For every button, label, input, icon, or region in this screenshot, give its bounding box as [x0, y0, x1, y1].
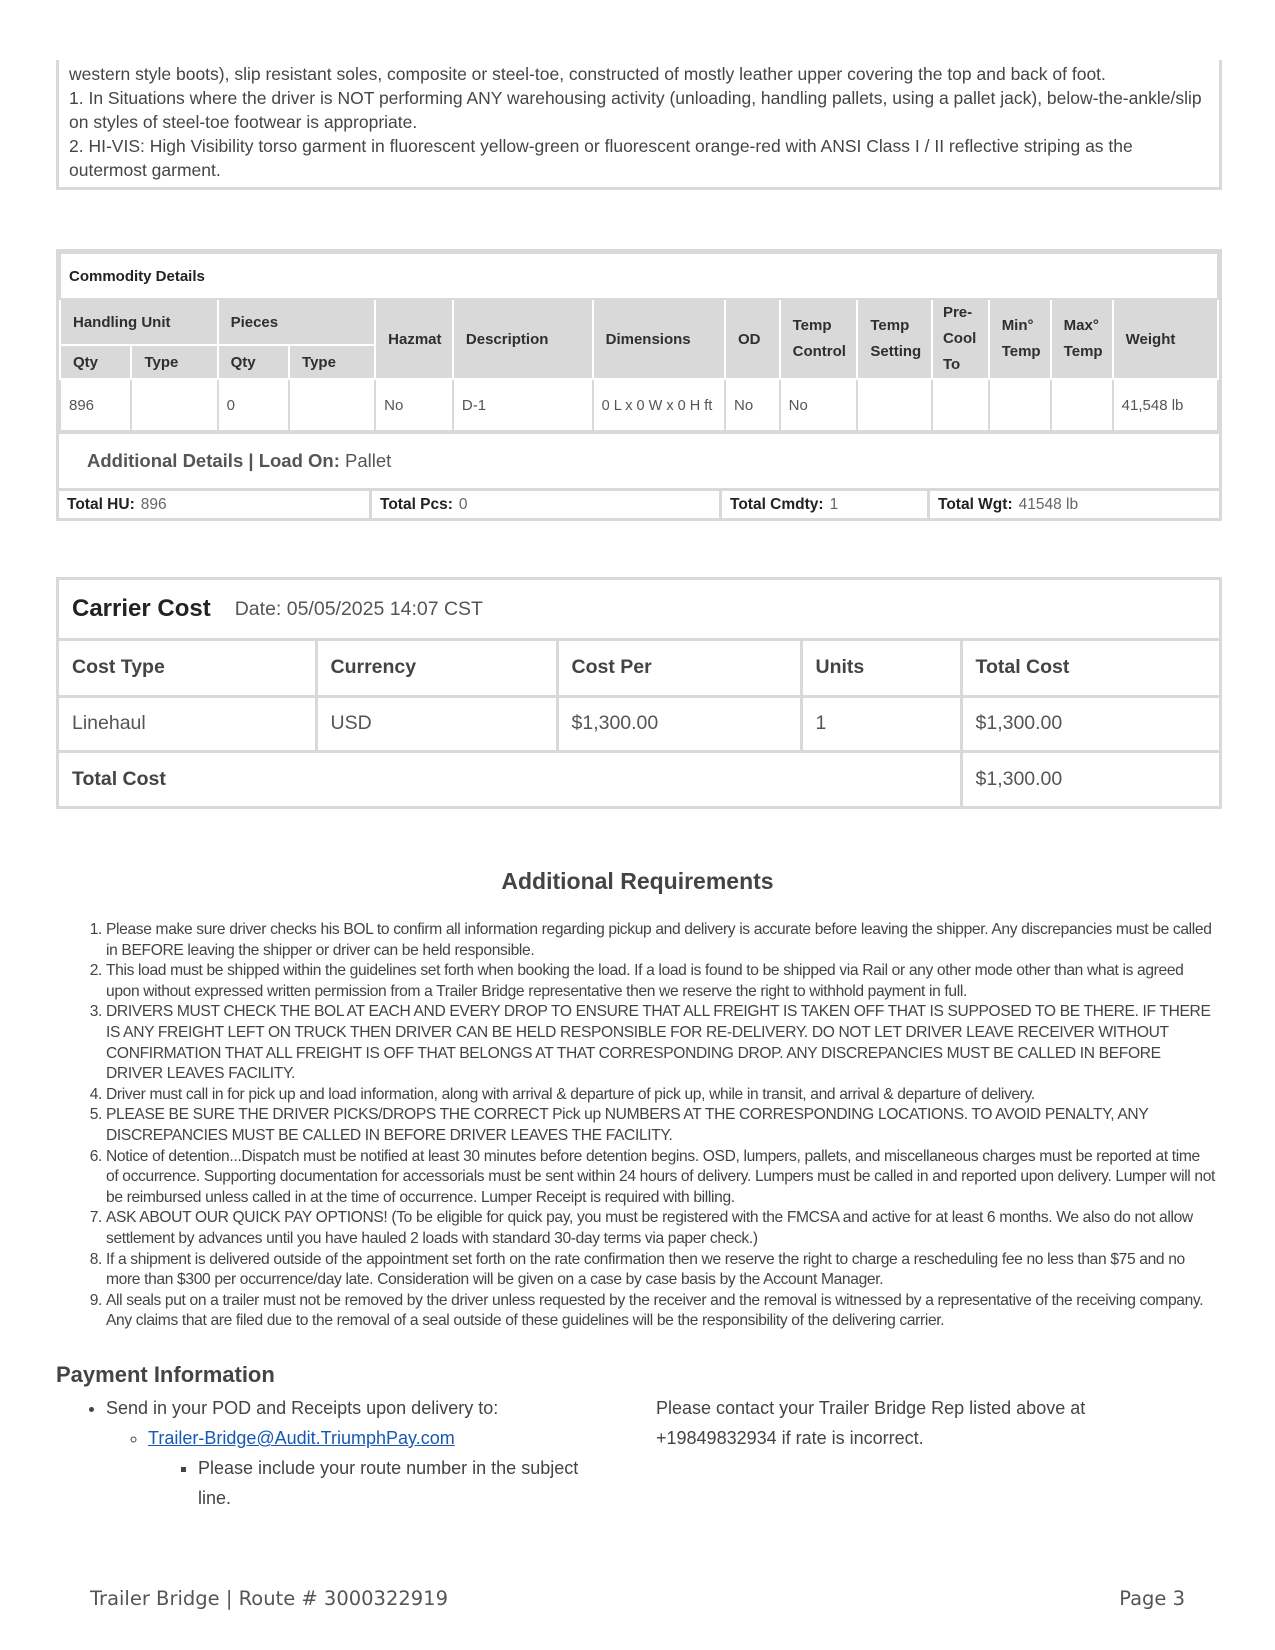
list-item: 9. All seals put on a trailer must not be removed by the driver unless requested by the receiver and the removal is witnessed by a representative of the receiving company. Any claims that are filed due to the removal of a seal outside of these guidelines will be the responsibility of the delivering carrier. [106, 1291, 1216, 1332]
send-pod-text: Send in your POD and Receipts upon delivery to: [106, 1398, 499, 1418]
total-wgt-value: 41548 lb [1018, 496, 1079, 513]
list-item: 5. PLEASE BE SURE THE DRIVER PICKS/DROPS THE CORRECT Pick up NUMBERS AT THE CORRESPONDING LOCATIONS. TO AVOID PENALTY, ANY DISCREPANCIES MUST BE CALLED IN BEFORE DRIVER LEAVES THE FACILITY. [106, 1105, 1216, 1146]
cell-max-temp [1051, 379, 1113, 431]
cell-temp-setting [857, 379, 932, 431]
total-cost-value: $1,300.00 [961, 751, 1219, 806]
cell-temp-control: No [780, 379, 858, 431]
safety-line-1: 1. In Situations where the driver is NOT performing ANY warehousing activity (unloading, handling pallets, using a pallet jack), below-the-ankle/slip on styles of steel-toe footwear is appropriate. [69, 88, 1202, 132]
cell-od: No [725, 379, 780, 431]
total-cost-label: Total Cost [59, 751, 961, 806]
commodity-details-section [56, 249, 1222, 521]
cell-cost-per: $1,300.00 [557, 696, 801, 751]
footer-route: Trailer Bridge | Route # 3000322919 [90, 1587, 448, 1610]
cell-weight: 41,548 lb [1113, 379, 1218, 431]
table-row [59, 696, 1219, 751]
commodity-totals [59, 488, 1219, 518]
cell-currency: USD [316, 696, 557, 751]
table-row [60, 379, 1218, 431]
header-min-temp: Min° Temp [989, 299, 1051, 379]
list-item: 7. ASK ABOUT OUR QUICK PAY OPTIONS! (To be eligible for quick pay, you must be registered with the FMCSA and active for at least 6 months. We also do not allow settlement by advances until you have hauled 2 loads with standard 30-day terms via paper check.) [106, 1208, 1216, 1249]
list-item [148, 1423, 616, 1513]
cell-hazmat: No [375, 379, 453, 431]
safety-requirements-box [56, 60, 1222, 190]
cell-hu-qty: 896 [60, 379, 131, 431]
cell-total-cost: $1,300.00 [961, 696, 1219, 751]
cell-pcs-qty: 0 [218, 379, 289, 431]
header-pcs-type: Type [289, 345, 375, 379]
list-item: 3. DRIVERS MUST CHECK THE BOL AT EACH AND EVERY DROP TO ENSURE THAT ALL FREIGHT IS TAKEN OFF THAT IS SUPPOSED TO BE THERE. IF THERE IS ANY FREIGHT LEFT ON TRUCK THEN DRIVER CAN BE HELD RESPONSIBLE FOR RE-DELIVERY. DO NOT LET DRIVER LEAVE RECEIVER WITHOUT CONFIRMATION THAT ALL FREIGHT IS OFF THAT BELONGS AT THAT CORRESPONDING DROP. ANY DISCREPANCIES MUST BE CALLED IN BEFORE DRIVER LEAVES FACILITY. [106, 1002, 1216, 1084]
carrier-cost-header-row [59, 641, 1219, 696]
cell-units: 1 [801, 696, 961, 751]
header-temp-control: Temp Control [780, 299, 858, 379]
additional-requirements-title: Additional Requirements [501, 868, 774, 894]
total-pcs-value: 0 [458, 496, 468, 513]
header-units: Units [801, 641, 961, 696]
audit-email-link[interactable]: Trailer-Bridge@Audit.TriumphPay.com [148, 1428, 455, 1448]
total-hu-value: 896 [140, 496, 167, 513]
safety-line-footwear: western style boots), slip resistant soles, composite or steel-toe, constructed of mostly leather upper covering the top and back of foot. [69, 64, 1106, 84]
carrier-cost-title: Carrier Cost [72, 595, 211, 622]
payment-instructions [56, 1393, 616, 1513]
list-item [106, 1393, 616, 1513]
header-pcs-qty: Qty [218, 345, 289, 379]
list-item: 8. If a shipment is delivered outside of the appointment set forth on the rate confirmation then we reserve the right to charge a rescheduling fee no less than $75 and no more than $300 per occurrence/day late. Consideration will be given on a case by case basis by the Account Manager. [106, 1250, 1216, 1291]
header-currency: Currency [316, 641, 557, 696]
carrier-cost-table [59, 641, 1219, 806]
total-wgt-label: Total Wgt: [938, 496, 1013, 513]
safety-line-2: 2. HI-VIS: High Visibility torso garment in fluorescent yellow-green or fluorescent orange-red with ANSI Class I / II reflective striping as the outermost garment. [69, 136, 1133, 180]
header-description: Description [453, 299, 593, 379]
list-item: 4. Driver must call in for pick up and load information, along with arrival & departure of pick up, while in transit, and arrival & departure of delivery. [106, 1085, 1216, 1106]
total-pcs [372, 491, 722, 518]
cell-description: D-1 [453, 379, 593, 431]
header-hazmat: Hazmat [375, 299, 453, 379]
header-handling-unit: Handling Unit [60, 299, 218, 345]
total-hu-label: Total HU: [67, 496, 135, 513]
rate-contact-text: Please contact your Trailer Bridge Rep listed above at +19849832934 if rate is incorrect. [656, 1398, 1086, 1448]
requirements-list [106, 920, 1216, 1332]
total-cmdty-label: Total Cmdty: [730, 496, 824, 513]
list-item: 2. This load must be shipped within the guidelines set forth when booking the load. If a load is found to be shipped via Rail or any other mode other than what is agreed upon without expressed written permission from a Trailer Bridge representative then we reserve the right to withhold payment in full. [106, 961, 1216, 1002]
carrier-cost-date: Date: 05/05/2025 14:07 CST [234, 597, 483, 620]
header-total-cost: Total Cost [961, 641, 1219, 696]
header-cost-per: Cost Per [557, 641, 801, 696]
total-wgt [930, 491, 1219, 518]
header-od: OD [725, 299, 780, 379]
cell-hu-type [131, 379, 217, 431]
total-pcs-label: Total Pcs: [380, 496, 453, 513]
header-max-temp: Max° Temp [1051, 299, 1113, 379]
total-cmdty [722, 491, 930, 518]
header-hu-type: Type [131, 345, 217, 379]
additional-details [59, 432, 1219, 488]
payment-information-title: Payment Information [56, 1362, 275, 1387]
total-cmdty-value: 1 [829, 496, 839, 513]
header-pieces: Pieces [218, 299, 376, 345]
header-dimensions: Dimensions [593, 299, 725, 379]
total-hu [59, 491, 372, 518]
list-item: 6. Notice of detention...Dispatch must be notified at least 30 minutes before detention begins. OSD, lumpers, pallets, and miscellaneous charges must be reported at time of occurrence. Supporting documentation for accessorials must be sent within 24 hours of delivery. Lumpers must be called in and reported upon delivery. Lumper will not be reimbursed unless called in at the time of occurrence. Lumper Receipt is required with billing. [106, 1147, 1216, 1209]
carrier-cost-header [59, 580, 1219, 641]
cell-cost-type: Linehaul [59, 696, 316, 751]
commodity-table [59, 252, 1219, 432]
header-pre-cool-to: Pre-Cool To [932, 299, 989, 379]
cell-min-temp [989, 379, 1051, 431]
header-hu-qty: Qty [60, 345, 131, 379]
cell-pcs-type [289, 379, 375, 431]
header-cost-type: Cost Type [59, 641, 316, 696]
additional-details-value: Pallet [345, 450, 392, 471]
header-temp-setting: Temp Setting [857, 299, 932, 379]
carrier-cost-section [56, 577, 1222, 809]
footer-page-number: Page 3 [1119, 1587, 1185, 1610]
carrier-cost-total-row [59, 751, 1219, 806]
list-item: 1. Please make sure driver checks his BOL to confirm all information regarding pickup and delivery is accurate before leaving the shipper. Any discrepancies must be called in BEFORE leaving the shipper or driver can be held responsible. [106, 920, 1216, 961]
header-weight: Weight [1113, 299, 1218, 379]
list-item: ▪ Please include your route number in the subject line. [198, 1453, 616, 1513]
additional-details-label: Additional Details | Load On: [87, 450, 340, 471]
cell-pre-cool-to [932, 379, 989, 431]
commodity-title: Commodity Details [60, 253, 1218, 299]
cell-dimensions: 0 L x 0 W x 0 H ft [593, 379, 725, 431]
